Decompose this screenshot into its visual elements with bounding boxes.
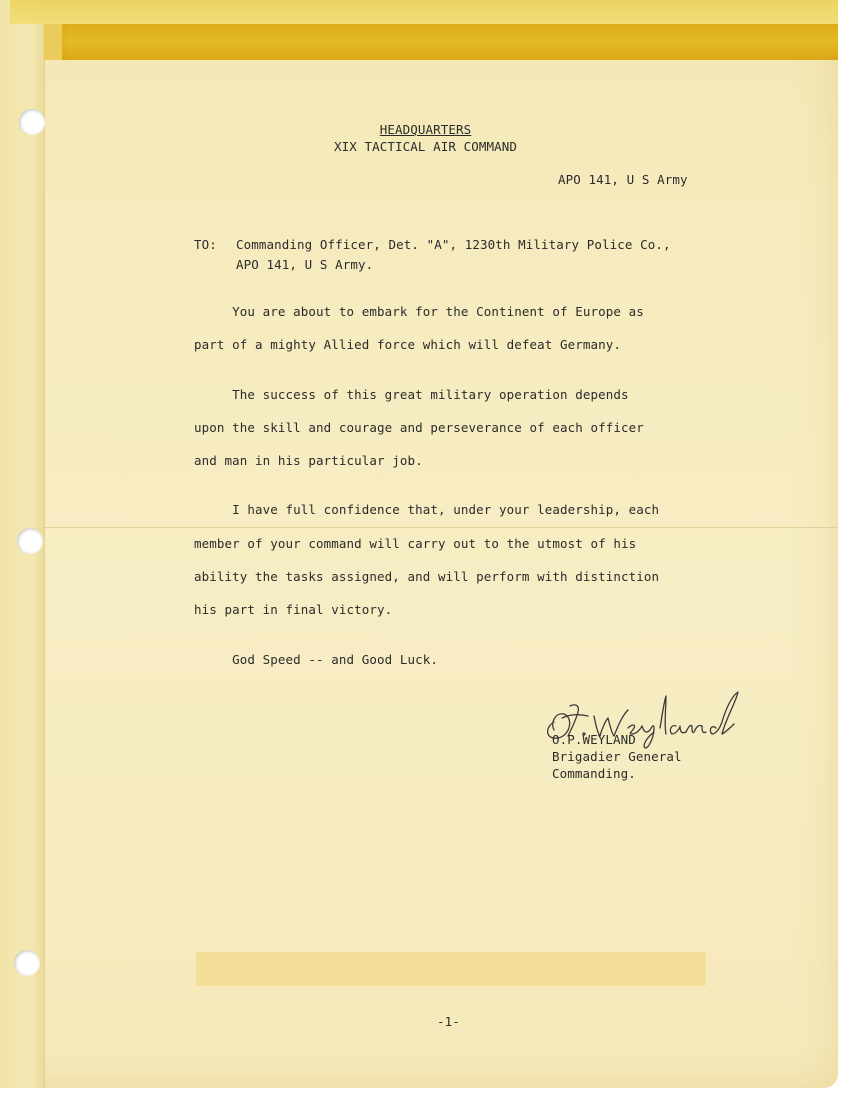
signer-name: O.P.WEYLAND (552, 732, 636, 747)
body-line: and man in his particular job. (194, 453, 423, 468)
letterhead-title: HEADQUARTERS (379, 122, 472, 137)
letterhead-subtitle: XIX TACTICAL AIR COMMAND (333, 139, 517, 154)
punch-hole-icon (17, 528, 43, 554)
top-tape (10, 0, 838, 24)
page-number: -1- (437, 1014, 460, 1029)
signer-rank: Brigadier General (552, 749, 682, 764)
body-line: upon the skill and courage and perseverance of each officer (194, 420, 644, 435)
location-line: APO 141, U S Army (558, 172, 688, 187)
signer-role: Commanding. (552, 766, 636, 781)
body-line: member of your command will carry out to the utmost of his (194, 536, 637, 551)
recipient-line: Commanding Officer, Det. "A", 1230th Military Police Co., (236, 237, 671, 252)
body-line: I have full confidence that, under your leadership, each (194, 502, 660, 517)
fold-line (44, 527, 838, 528)
bottom-tape-stain (196, 952, 706, 986)
punch-hole-icon (14, 950, 40, 976)
body-line: ability the tasks assigned, and will perform with distinction (194, 569, 660, 584)
closing-line: God Speed -- and Good Luck. (194, 652, 439, 667)
recipient-label: TO: (194, 237, 217, 252)
body-line: The success of this great military operation depends (194, 387, 629, 402)
body-line: his part in final victory. (194, 602, 393, 617)
body-line: part of a mighty Allied force which will defeat Germany. (194, 337, 622, 352)
recipient-line: APO 141, U S Army. (236, 257, 374, 272)
tape-band (62, 24, 838, 60)
body-line: You are about to embark for the Continent of Europe as (194, 304, 644, 319)
